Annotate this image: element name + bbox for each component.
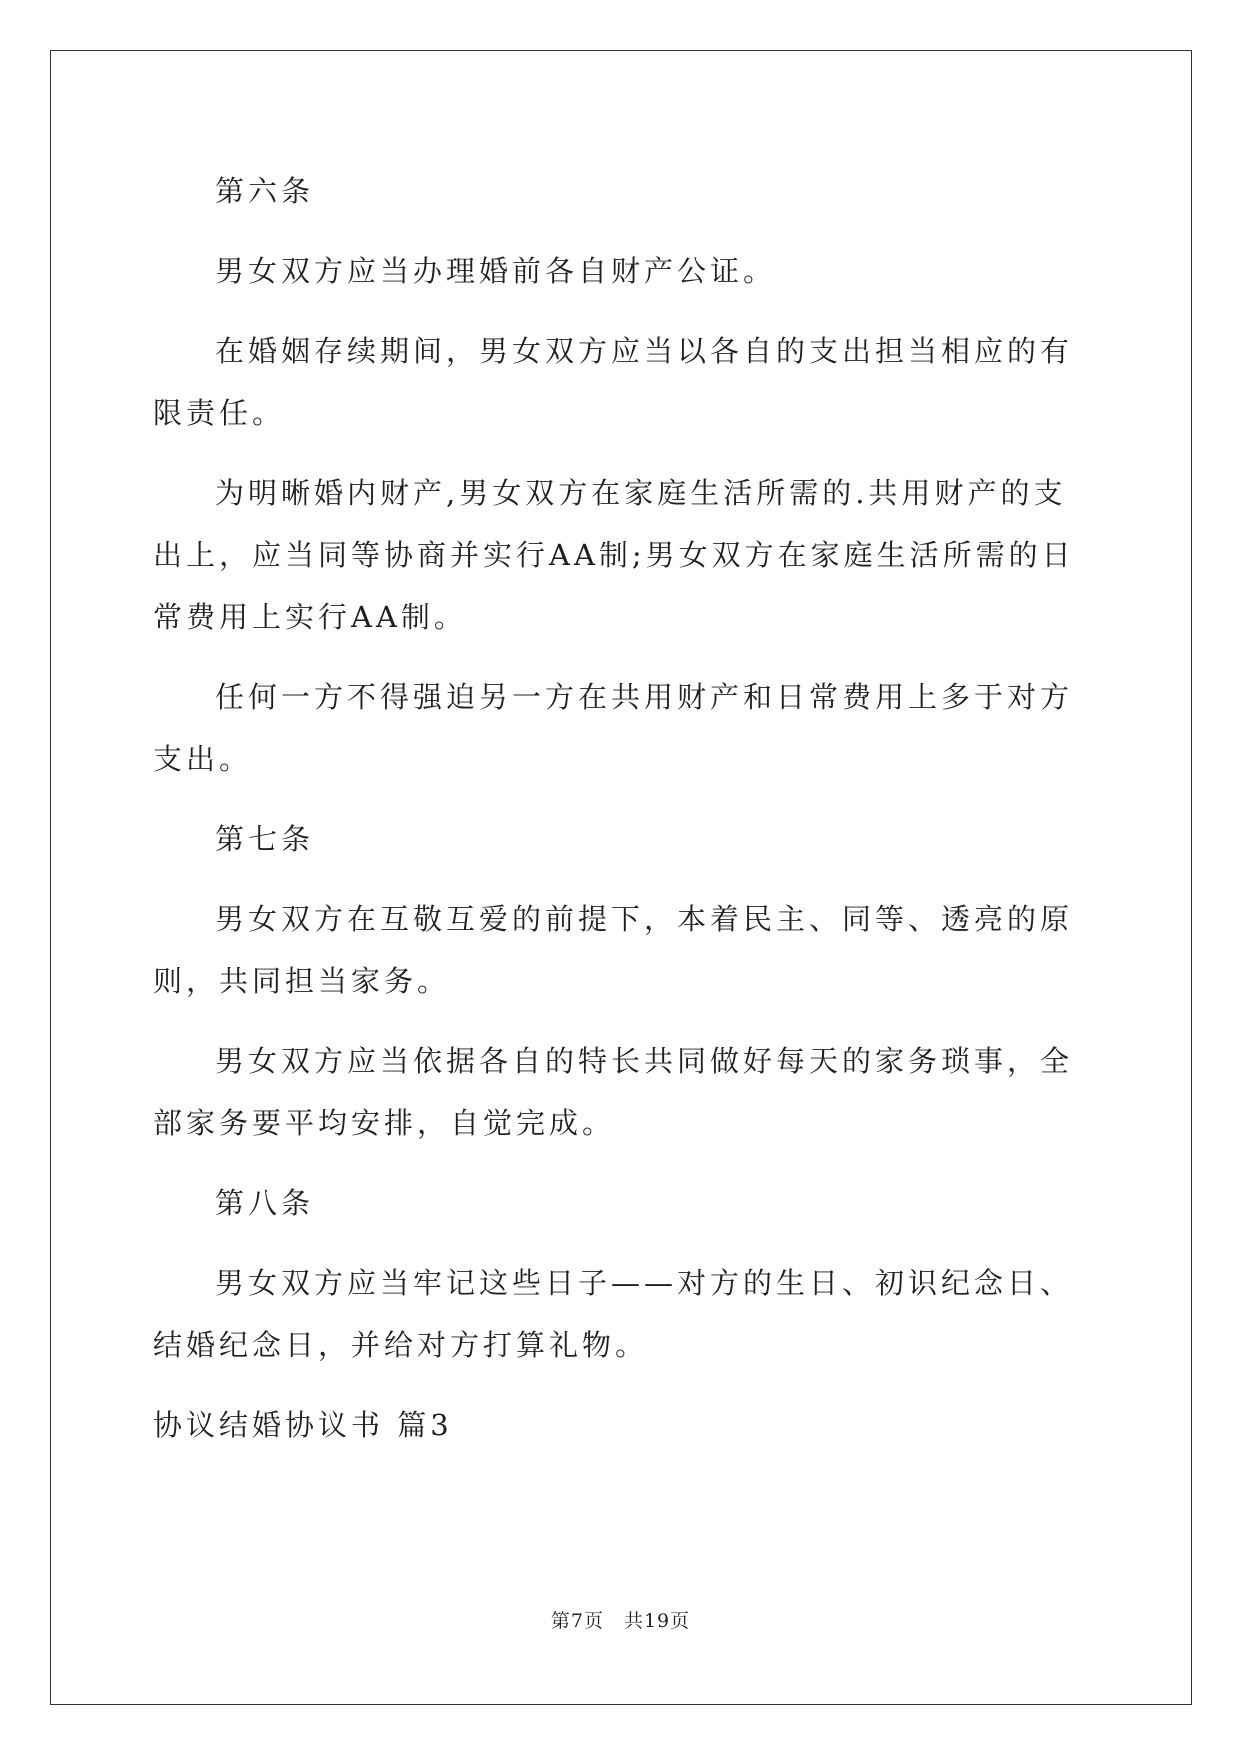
article-8-paragraph-1: 男女双方应当牢记这些日子——对方的生日、初识纪念日、结婚纪念日，并给对方打算礼物。 (153, 1266, 1074, 1362)
section-title: 协议结婚协议书 篇3 (153, 1408, 453, 1442)
document-body (153, 160, 1093, 1456)
article-7-heading: 第七条 (215, 822, 315, 856)
article-7-paragraph-1: 男女双方在互敬互爱的前提下，本着民主、同等、透亮的原则，共同担当家务。 (153, 902, 1074, 998)
article-7-paragraph-2: 男女双方应当依据各自的特长共同做好每天的家务琐事，全部家务要平均安排，自觉完成。 (153, 1044, 1074, 1140)
article-6-paragraph-2: 在婚姻存续期间，男女双方应当以各自的支出担当相应的有限责任。 (153, 334, 1074, 430)
article-6-paragraph-4: 任何一方不得强迫另一方在共用财产和日常费用上多于对方支出。 (153, 680, 1074, 776)
article-6-paragraph-1: 男女双方应当办理婚前各自财产公证。 (215, 254, 777, 288)
article-6-heading: 第六条 (215, 174, 315, 208)
page-footer: 第7页 共19页 (550, 1610, 691, 1632)
article-6-paragraph-3: 为明晰婚内财产,男女双方在家庭生活所需的.共用财产的支出上，应当同等协商并实行AA制;男女双方在家庭生活所需的日常费用上实行AA制。 (153, 476, 1075, 634)
article-8-heading: 第八条 (215, 1186, 315, 1220)
